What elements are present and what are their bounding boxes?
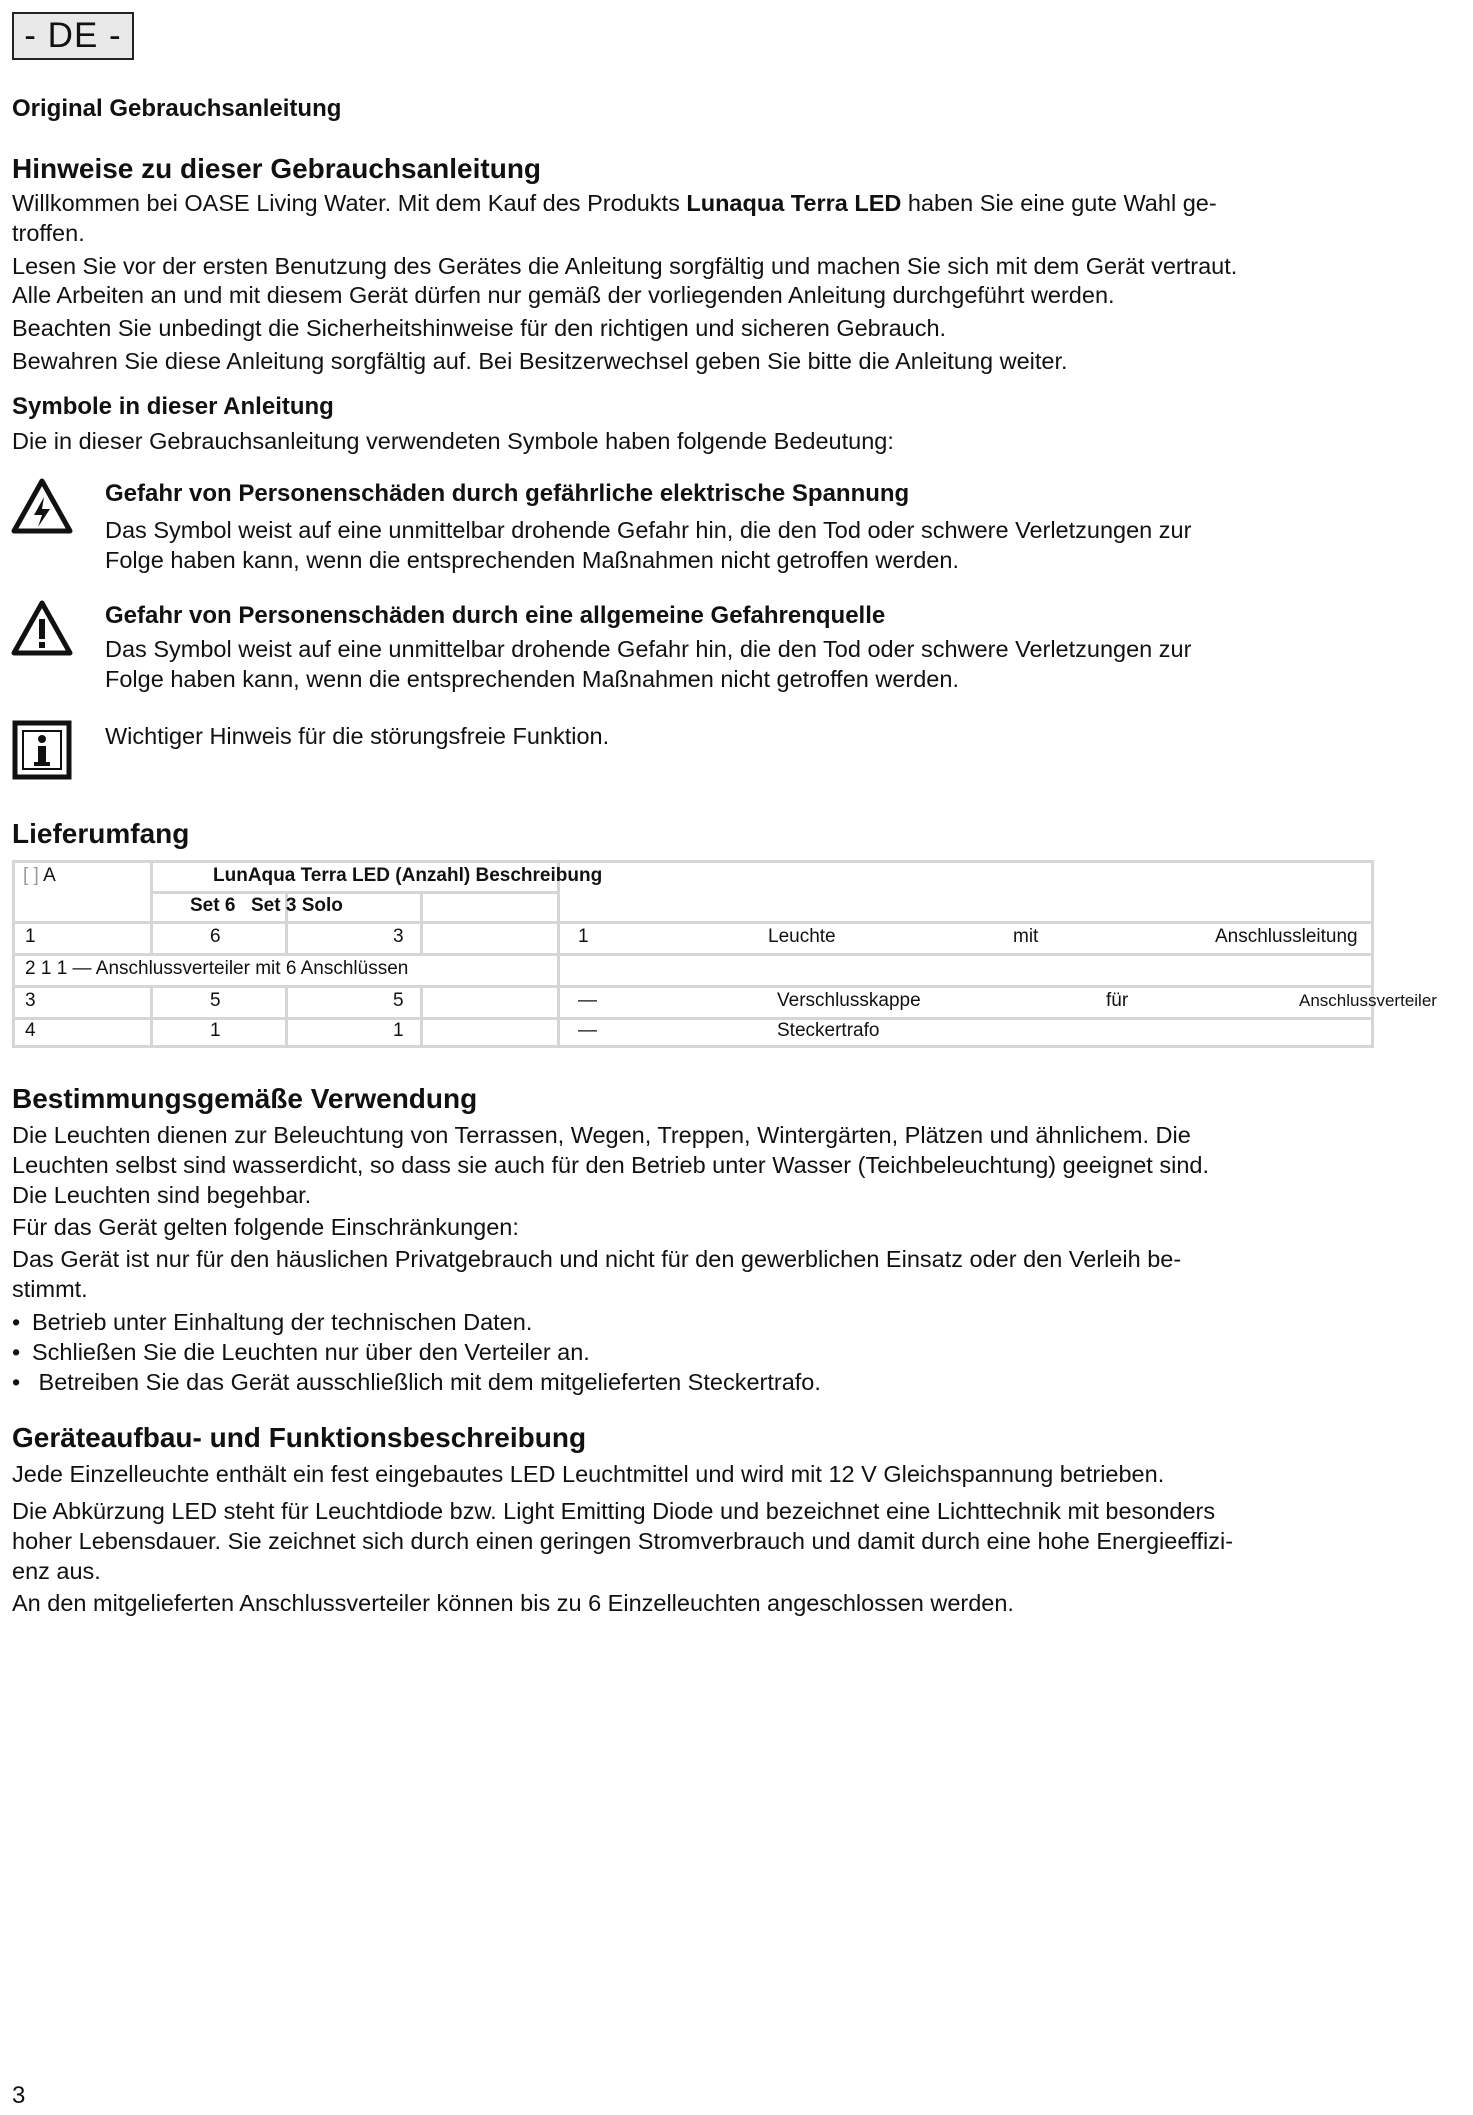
heading-lieferumfang: Lieferumfang — [12, 818, 190, 849]
table-subheader-set6: Set 6 — [190, 895, 236, 916]
list-item: • Betreiben Sie das Gerät ausschließlich mit dem mitgelieferten Steckertrafo. — [12, 1369, 821, 1395]
table-cell: 1 — [578, 926, 589, 947]
page-number: 3 — [12, 2082, 26, 2109]
table-cell: 6 — [210, 926, 221, 947]
verwendung-line: stimmt. — [12, 1276, 88, 1302]
verwendung-line: Leuchten selbst sind wasserdicht, so dass sie auch für den Betrieb unter Wasser (Teichbeleuchtung) geeignet sind. — [12, 1152, 1209, 1178]
general-hazard-icon — [10, 597, 74, 661]
table-header-main: LunAqua Terra LED (Anzahl) Beschreibung — [213, 865, 603, 886]
table-cell: Anschlussverteiler — [1299, 991, 1437, 1010]
list-item: • Schließen Sie die Leuchten nur über den Verteiler an. — [12, 1339, 590, 1365]
table-subheader-set3: Set 3 Solo — [251, 895, 343, 916]
info-icon — [10, 718, 74, 782]
table-cell: 5 — [210, 990, 221, 1011]
table-cell: mit — [1013, 926, 1039, 947]
symbol-text-general-1: Das Symbol weist auf eine unmittelbar drohende Gefahr hin, die den Tod oder schwere Verletzungen zur — [105, 636, 1192, 662]
verwendung-line: Das Gerät ist nur für den häuslichen Privatgebrauch und nicht für den gewerblichen Einsatz oder den Verleih be- — [12, 1246, 1182, 1272]
aufbau-line: enz aus. — [12, 1558, 101, 1584]
symbol-text-general-2: Folge haben kann, wenn die entsprechenden Maßnahmen nicht getroffen werden. — [105, 666, 959, 692]
table-divider — [557, 863, 560, 1045]
heading-verwendung: Bestimmungsgemäße Verwendung — [12, 1083, 478, 1114]
table-divider — [150, 985, 153, 1045]
table-divider — [150, 863, 153, 953]
aufbau-line: Die Abkürzung LED steht für Leuchtdiode bzw. Light Emitting Diode und bezeichnet eine Lichttechnik mit besonders — [12, 1498, 1216, 1524]
list-item: • Betrieb unter Einhaltung der technischen Daten. — [12, 1309, 533, 1335]
verwendung-line: Für das Gerät gelten folgende Einschränkungen: — [12, 1214, 519, 1240]
table-cell: für — [1106, 990, 1129, 1011]
symbol-text-electric-1: Das Symbol weist auf eine unmittelbar drohende Gefahr hin, die den Tod oder schwere Verletzungen zur — [105, 517, 1192, 543]
table-cell: — — [578, 1020, 597, 1041]
heading-hinweise: Hinweise zu dieser Gebrauchsanleitung — [12, 153, 542, 184]
table-cell: Verschlusskappe — [777, 990, 921, 1011]
verwendung-line: Die Leuchten sind begehbar. — [12, 1182, 312, 1208]
document-title: Original Gebrauchsanleitung — [12, 95, 342, 122]
aufbau-line: hoher Lebensdauer. Sie zeichnet sich durch einen geringen Stromverbrauch und damit durch eine hohe Energieeffizi- — [12, 1528, 1234, 1554]
aufbau-line: Jede Einzelleuchte enthält ein fest eingebautes LED Leuchtmittel und wird mit 12 V Gleichspannung betrieben. — [12, 1461, 1165, 1487]
table-row-merged: 2 1 1 — Anschlussverteiler mit 6 Anschlüssen — [25, 958, 409, 979]
aufbau-line: An den mitgelieferten Anschlussverteiler können bis zu 6 Einzelleuchten angeschlossen werden. — [12, 1590, 1014, 1616]
table-cell: 1 — [393, 1020, 404, 1041]
delivery-table — [12, 860, 1437, 1048]
hinweise-paragraph-4: Beachten Sie unbedingt die Sicherheitshinweise für den richtigen und sicheren Gebrauch. — [12, 315, 947, 341]
symbol-text-info: Wichtiger Hinweis für die störungsfreie Funktion. — [105, 723, 610, 749]
table-cell: 4 — [25, 1020, 36, 1041]
table-cell: 3 — [393, 926, 404, 947]
hinweise-paragraph-1-cont: troffen. — [12, 220, 85, 246]
table-header-a: [ ] A — [23, 865, 56, 886]
table-cell: 5 — [393, 990, 404, 1011]
hinweise-paragraph-2: Lesen Sie vor der ersten Benutzung des Gerätes die Anleitung sorgfältig und machen Sie sich mit dem Gerät vertraut. — [12, 253, 1238, 279]
hinweise-paragraph-5: Bewahren Sie diese Anleitung sorgfältig auf. Bei Besitzerwechsel geben Sie bitte die Anleitung weiter. — [12, 348, 1068, 374]
symbole-intro: Die in dieser Gebrauchsanleitung verwendeten Symbole haben folgende Bedeutung: — [12, 428, 894, 454]
table-cell: Anschlussleitung — [1215, 926, 1358, 947]
hinweise-paragraph-1: Willkommen bei OASE Living Water. Mit dem Kauf des Produkts Lunaqua Terra LED haben Sie eine gute Wahl ge- — [12, 190, 1217, 216]
table-cell: 1 — [25, 926, 36, 947]
table-divider — [420, 985, 423, 1045]
heading-symbole: Symbole in dieser Anleitung — [12, 393, 334, 420]
table-divider — [285, 985, 288, 1045]
table-cell: 1 — [210, 1020, 221, 1041]
heading-aufbau: Geräteaufbau- und Funktionsbeschreibung — [12, 1422, 587, 1453]
electric-hazard-icon — [10, 475, 74, 539]
table-cell: Leuchte — [768, 926, 836, 947]
table-divider — [420, 891, 423, 953]
symbol-title-general: Gefahr von Personenschäden durch eine allgemeine Gefahrenquelle — [105, 602, 886, 629]
hinweise-paragraph-3: Alle Arbeiten an und mit diesem Gerät dürfen nur gemäß der vorliegenden Anleitung durchgeführt werden. — [12, 282, 1115, 308]
verwendung-line: Die Leuchten dienen zur Beleuchtung von Terrassen, Wegen, Treppen, Wintergärten, Plätzen und ähnlichem. Die — [12, 1122, 1191, 1148]
symbol-text-electric-2: Folge haben kann, wenn die entsprechenden Maßnahmen nicht getroffen werden. — [105, 547, 959, 573]
language-badge: - DE - — [12, 12, 134, 60]
table-cell: 3 — [25, 990, 36, 1011]
table-cell: — — [578, 990, 597, 1011]
symbol-title-electric: Gefahr von Personenschäden durch gefährliche elektrische Spannung — [105, 480, 910, 507]
table-cell: Steckertrafo — [777, 1020, 880, 1041]
